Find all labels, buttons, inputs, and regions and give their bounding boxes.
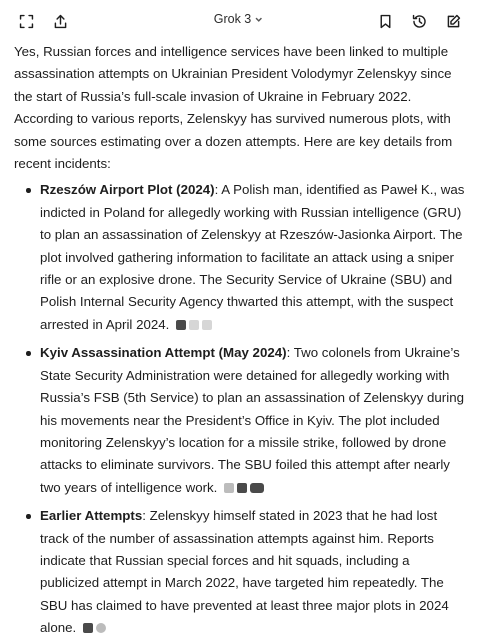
source-icon[interactable]	[237, 483, 247, 493]
bookmark-icon[interactable]	[375, 11, 395, 31]
point-title: Kyiv Assassination Attempt (May 2024)	[40, 345, 287, 361]
source-icon[interactable]	[176, 320, 186, 330]
point-text: : Zelenskyy himself stated in 2023 that he had lost track of the number of assassination attempts against him. Reports indicate that Russian special forces and hit squads, including a publicized attempt in March 2022, have targeted him repeatedly. The SBU has claimed to have prevented at least three major plots in 2024 alone.	[40, 508, 449, 636]
source-icon[interactable]	[202, 320, 212, 330]
edit-icon[interactable]	[443, 11, 463, 31]
model-selector[interactable]	[214, 12, 264, 26]
top-left-actions	[16, 11, 70, 31]
list-item	[14, 179, 465, 336]
expand-icon[interactable]	[16, 11, 36, 31]
share-icon[interactable]	[50, 11, 70, 31]
source-icon[interactable]	[189, 320, 199, 330]
point-text: : Two colonels from Ukraine’s State Security Administration were detained for allegedly working with Russia’s FSB (5th Service) to plan an assassination of Zelenskyy during his movements near the President’s Office in Kyiv. The plot included monitoring Zelenskyy’s location for a missile strike, followed by drone attacks to eliminate survivors. The SBU foiled this attempt after nearly two years of intelligence work.	[40, 345, 464, 495]
list-item	[14, 505, 465, 639]
incident-list	[14, 179, 465, 639]
source-badges[interactable]	[224, 483, 264, 493]
source-badges[interactable]	[176, 320, 212, 330]
history-icon[interactable]	[409, 11, 429, 31]
model-label: Grok 3	[213, 12, 252, 26]
point-title: Rzeszów Airport Plot (2024)	[40, 182, 215, 198]
source-icon[interactable]	[96, 623, 106, 633]
list-item	[14, 342, 465, 499]
source-icon[interactable]	[250, 483, 264, 493]
top-right-actions	[375, 11, 463, 31]
point-title: Earlier Attempts	[40, 508, 143, 524]
point-text: : A Polish man, identified as Paweł K., was indicted in Poland for allegedly working with Russian intelligence (GRU) to plan an assassination of Zelenskyy at Rzeszów-Jasionka Airport. The plot involved gathering information to facilitate an attack using a sniper rifle or an explosive drone. The Security Service of Ukraine (SBU) and Polish Internal Security Agency thwarted this attempt, with the suspect arrested in April 2024.	[40, 182, 465, 332]
response-intro: Yes, Russian forces and intelligence services have been linked to multiple assassination attempts on Ukrainian President Volodymyr Zelenskyy since the start of Russia’s full-scale invasion of Ukraine in February 2022. According to various reports, Zelenskyy has survived numerous plots, with some sources estimating over a dozen attempts. Here are key details from recent incidents:	[14, 44, 453, 172]
top-bar	[0, 0, 477, 42]
chevron-down-icon	[254, 15, 263, 24]
source-badges[interactable]	[83, 623, 106, 633]
response-content	[0, 41, 477, 640]
source-icon[interactable]	[224, 483, 234, 493]
source-icon[interactable]	[83, 623, 93, 633]
